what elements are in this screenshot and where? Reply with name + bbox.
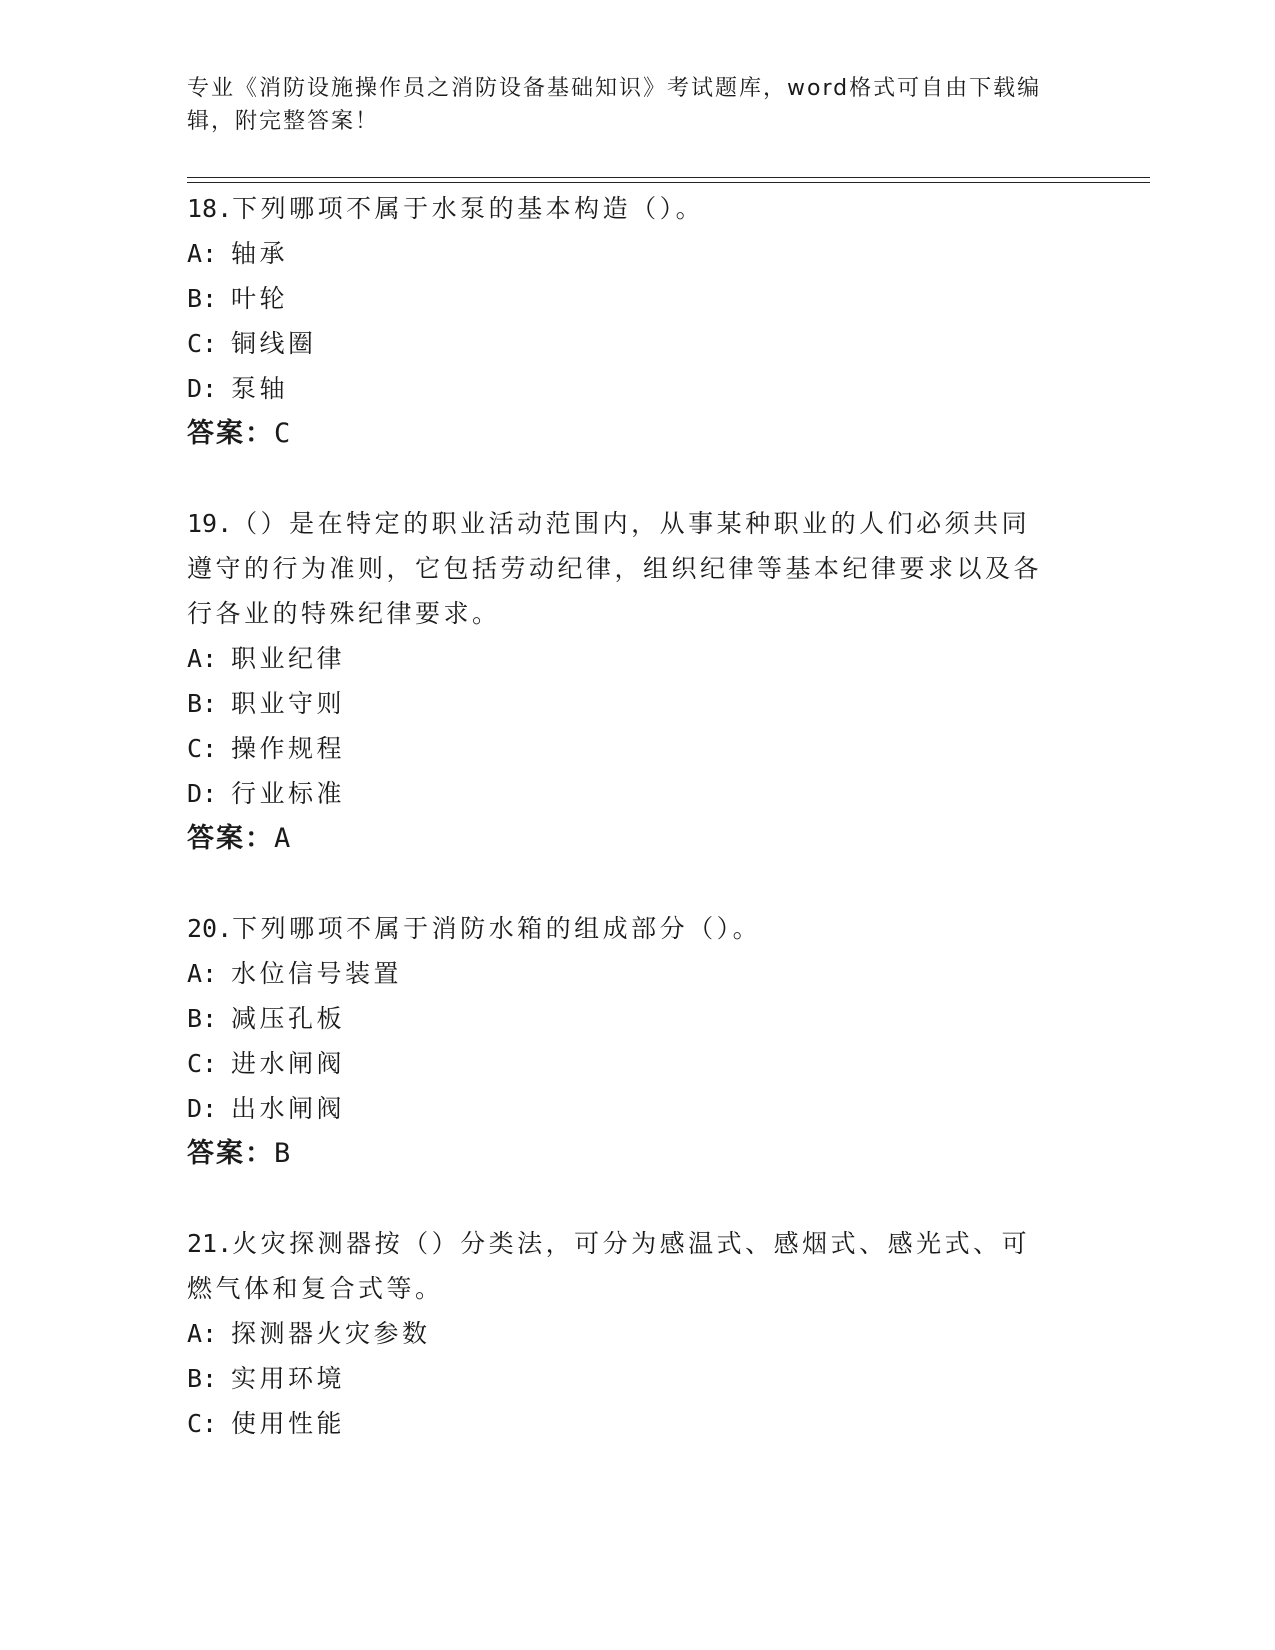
option-key: C: <box>187 1049 218 1078</box>
option-text: 使用性能 <box>231 1409 346 1438</box>
option-key: B: <box>187 689 218 718</box>
option-text: 职业纪律 <box>231 644 346 673</box>
option-a <box>187 231 1087 276</box>
option-text: 减压孔板 <box>231 1004 346 1033</box>
option-b <box>187 276 1087 321</box>
spacer <box>187 1176 1087 1221</box>
question-text: 下列哪项不属于水泵的基本构造（）。 <box>232 194 705 223</box>
option-c <box>187 321 1087 366</box>
option-key: C: <box>187 1409 218 1438</box>
option-d <box>187 771 1087 816</box>
header-rule-top <box>187 177 1150 178</box>
option-key: B: <box>187 1364 218 1393</box>
option-d <box>187 366 1087 411</box>
question-18 <box>187 186 1087 456</box>
answer-label: 答案： <box>187 1138 274 1169</box>
answer-label: 答案： <box>187 418 274 449</box>
option-text: 轴承 <box>231 239 289 268</box>
question-stem <box>187 906 1087 951</box>
option-b <box>187 681 1087 726</box>
option-text: 探测器火灾参数 <box>231 1319 431 1348</box>
question-20 <box>187 906 1087 1176</box>
option-a <box>187 951 1087 996</box>
answer-value: B <box>274 1138 293 1169</box>
header-rule-bottom <box>187 182 1150 183</box>
answer-line <box>187 816 1087 861</box>
option-text: 操作规程 <box>231 734 346 763</box>
option-key: D: <box>187 779 218 808</box>
answer-value: A <box>274 823 293 854</box>
answer-label: 答案： <box>187 823 274 854</box>
option-c <box>187 1041 1087 1086</box>
question-number: 18. <box>187 194 233 223</box>
question-text: 火灾探测器按（）分类法，可分为感温式、感烟式、感光式、可燃气体和复合式等。 <box>187 1229 1031 1303</box>
option-key: A: <box>187 959 218 988</box>
option-text: 铜线圈 <box>231 329 317 358</box>
option-key: C: <box>187 734 218 763</box>
option-key: A: <box>187 644 218 673</box>
option-text: 叶轮 <box>231 284 289 313</box>
option-d <box>187 1086 1087 1131</box>
option-key: A: <box>187 1319 218 1348</box>
question-list <box>187 186 1087 1446</box>
option-key: D: <box>187 374 218 403</box>
spacer <box>187 861 1087 906</box>
answer-value: C <box>274 418 293 449</box>
question-21 <box>187 1221 1087 1446</box>
option-a <box>187 636 1087 681</box>
spacer <box>187 456 1087 501</box>
option-text: 进水闸阀 <box>231 1049 346 1078</box>
option-text: 行业标准 <box>231 779 346 808</box>
question-number: 21. <box>187 1229 233 1258</box>
question-stem <box>187 501 1047 636</box>
question-number: 19. <box>187 509 233 538</box>
question-stem <box>187 186 1087 231</box>
option-text: 出水闸阀 <box>231 1094 346 1123</box>
question-stem <box>187 1221 1047 1311</box>
option-text: 职业守则 <box>231 689 346 718</box>
option-key: B: <box>187 284 218 313</box>
option-c <box>187 726 1087 771</box>
answer-line <box>187 1131 1087 1176</box>
option-key: D: <box>187 1094 218 1123</box>
option-text: 实用环境 <box>231 1364 346 1393</box>
option-a <box>187 1311 1087 1356</box>
option-key: B: <box>187 1004 218 1033</box>
option-c <box>187 1401 1087 1446</box>
option-text: 泵轴 <box>231 374 289 403</box>
question-text: （）是在特定的职业活动范围内，从事某种职业的人们必须共同遵守的行为准则，它包括劳动纪律，组织纪律等基本纪律要求以及各行各业的特殊纪律要求。 <box>187 509 1043 628</box>
page-header: 专业《消防设施操作员之消防设备基础知识》考试题库，word格式可自由下载编辑，附完整答案！ <box>187 76 1042 134</box>
option-key: C: <box>187 329 218 358</box>
answer-line <box>187 411 1087 456</box>
option-text: 水位信号装置 <box>231 959 403 988</box>
question-number: 20. <box>187 914 233 943</box>
question-text: 下列哪项不属于消防水箱的组成部分（）。 <box>232 914 762 943</box>
question-19 <box>187 501 1087 861</box>
option-b <box>187 1356 1087 1401</box>
option-b <box>187 996 1087 1041</box>
option-key: A: <box>187 239 218 268</box>
